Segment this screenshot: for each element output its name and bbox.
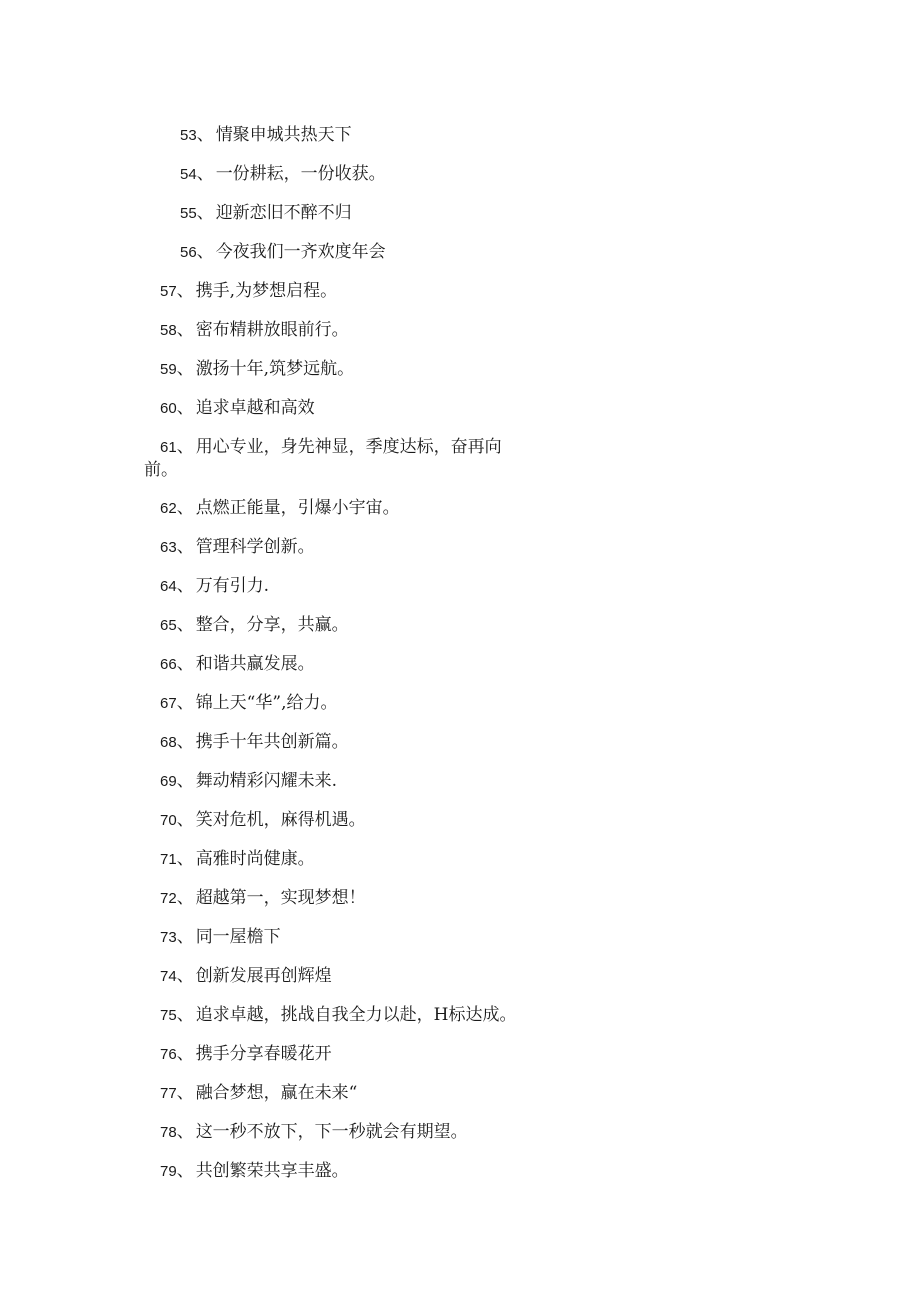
- list-item: [0, 124, 920, 147]
- item-text: 这一秒不放下，下一秒就会有期望。: [195, 1122, 468, 1142]
- item-separator: 、: [196, 203, 214, 223]
- item-number: 61: [160, 439, 177, 456]
- item-text: 今夜我们一齐欢度年会: [215, 242, 386, 262]
- item-separator: 、: [176, 398, 194, 418]
- item-text: 超越第一，实现梦想！: [195, 888, 366, 908]
- item-text: 追求卓越和高效: [195, 398, 315, 418]
- item-text: 舞动精彩闪耀未来.: [195, 771, 338, 791]
- item-number: 74: [160, 968, 177, 985]
- item-text: 和谐共赢发展。: [195, 654, 315, 674]
- list-item: [0, 1082, 920, 1105]
- item-separator: 、: [176, 537, 194, 557]
- item-separator: 、: [176, 359, 194, 379]
- list-item: [0, 397, 920, 420]
- item-text: 用心专业，身先神显，季度达标，奋再向: [195, 437, 502, 457]
- item-separator: 、: [176, 888, 194, 908]
- item-separator: 、: [176, 437, 194, 457]
- item-text: 共创繁荣共享丰盛。: [195, 1161, 349, 1181]
- item-number: 65: [160, 617, 177, 634]
- item-separator: 、: [176, 281, 194, 301]
- item-separator: 、: [176, 615, 194, 635]
- item-separator: 、: [176, 320, 194, 340]
- list-item: [0, 163, 920, 186]
- item-separator: 、: [176, 849, 194, 869]
- item-separator: 、: [176, 498, 194, 518]
- item-separator: 、: [176, 732, 194, 752]
- item-text: 携手分享春暖花开: [195, 1044, 332, 1064]
- item-text: 融合梦想，赢在未来“: [195, 1083, 358, 1103]
- item-number: 79: [160, 1163, 177, 1180]
- list-item: [0, 319, 920, 342]
- list-item: [0, 241, 920, 264]
- item-number: 77: [160, 1085, 177, 1102]
- item-text: 点燃正能量，引爆小宇宙。: [195, 498, 400, 518]
- item-separator: 、: [176, 654, 194, 674]
- item-number: 62: [160, 500, 177, 517]
- list-item: [0, 1121, 920, 1144]
- list-item: [0, 887, 920, 910]
- item-text: 迎新恋旧不醉不归: [215, 203, 352, 223]
- item-separator: 、: [176, 1083, 194, 1103]
- list-item: [0, 653, 920, 676]
- slogan-list: [0, 124, 920, 1199]
- item-number: 76: [160, 1046, 177, 1063]
- list-item: [0, 1004, 920, 1027]
- item-number: 64: [160, 578, 177, 595]
- item-number: 69: [160, 773, 177, 790]
- item-separator: 、: [176, 966, 194, 986]
- list-item: [0, 358, 920, 381]
- item-separator: 、: [176, 1005, 194, 1025]
- item-text: 锦上天“华”,给力。: [195, 693, 338, 713]
- item-text: 笑对危机，麻得机遇。: [195, 810, 366, 830]
- item-number: 70: [160, 812, 177, 829]
- list-item: [0, 731, 920, 754]
- item-separator: 、: [196, 164, 214, 184]
- item-text: 密布精耕放眼前行。: [195, 320, 349, 340]
- list-item: [0, 770, 920, 793]
- item-number: 54: [180, 166, 197, 183]
- list-item: [0, 614, 920, 637]
- list-item: [0, 497, 920, 520]
- list-item: [0, 848, 920, 871]
- item-number: 60: [160, 400, 177, 417]
- list-item: [0, 436, 920, 481]
- item-number: 72: [160, 890, 177, 907]
- item-text: 高雅时尚健康。: [195, 849, 315, 869]
- item-number: 58: [160, 322, 177, 339]
- item-number: 63: [160, 539, 177, 556]
- list-item: [0, 280, 920, 303]
- item-text-continuation: 前。: [144, 460, 178, 480]
- list-item: [0, 809, 920, 832]
- list-item: [0, 1043, 920, 1066]
- item-number: 67: [160, 695, 177, 712]
- list-item: [0, 1160, 920, 1183]
- item-text: 整合，分享，共赢。: [195, 615, 349, 635]
- item-number: 57: [160, 283, 177, 300]
- item-text: 携手,为梦想启程。: [195, 281, 338, 301]
- item-number: 59: [160, 361, 177, 378]
- list-item: [0, 692, 920, 715]
- item-separator: 、: [176, 1122, 194, 1142]
- item-number: 55: [180, 205, 197, 222]
- list-item: [0, 926, 920, 949]
- list-item: [0, 575, 920, 598]
- item-separator: 、: [196, 125, 214, 145]
- item-separator: 、: [196, 242, 214, 262]
- item-separator: 、: [176, 576, 194, 596]
- item-text: 追求卓越，挑战自我全力以赴，H标达成。: [195, 1005, 517, 1025]
- item-text: 管理科学创新。: [195, 537, 315, 557]
- item-number: 68: [160, 734, 177, 751]
- item-separator: 、: [176, 693, 194, 713]
- item-text: 同一屋檐下: [195, 927, 281, 947]
- item-text: 情聚申城共热天下: [215, 125, 352, 145]
- item-text: 一份耕耘，一份收获。: [215, 164, 386, 184]
- item-text: 万有引力.: [195, 576, 270, 596]
- list-item: [0, 965, 920, 988]
- item-separator: 、: [176, 810, 194, 830]
- item-number: 66: [160, 656, 177, 673]
- item-separator: 、: [176, 1044, 194, 1064]
- item-number: 73: [160, 929, 177, 946]
- item-separator: 、: [176, 927, 194, 947]
- item-text: 激扬十年,筑梦远航。: [195, 359, 355, 379]
- list-item: [0, 536, 920, 559]
- list-item: [0, 202, 920, 225]
- item-separator: 、: [176, 771, 194, 791]
- item-number: 71: [160, 851, 177, 868]
- item-number: 78: [160, 1124, 177, 1141]
- item-number: 56: [180, 244, 197, 261]
- item-number: 75: [160, 1007, 177, 1024]
- item-separator: 、: [176, 1161, 194, 1181]
- item-text: 携手十年共创新篇。: [195, 732, 349, 752]
- item-number: 53: [180, 127, 197, 144]
- item-text: 创新发展再创辉煌: [195, 966, 332, 986]
